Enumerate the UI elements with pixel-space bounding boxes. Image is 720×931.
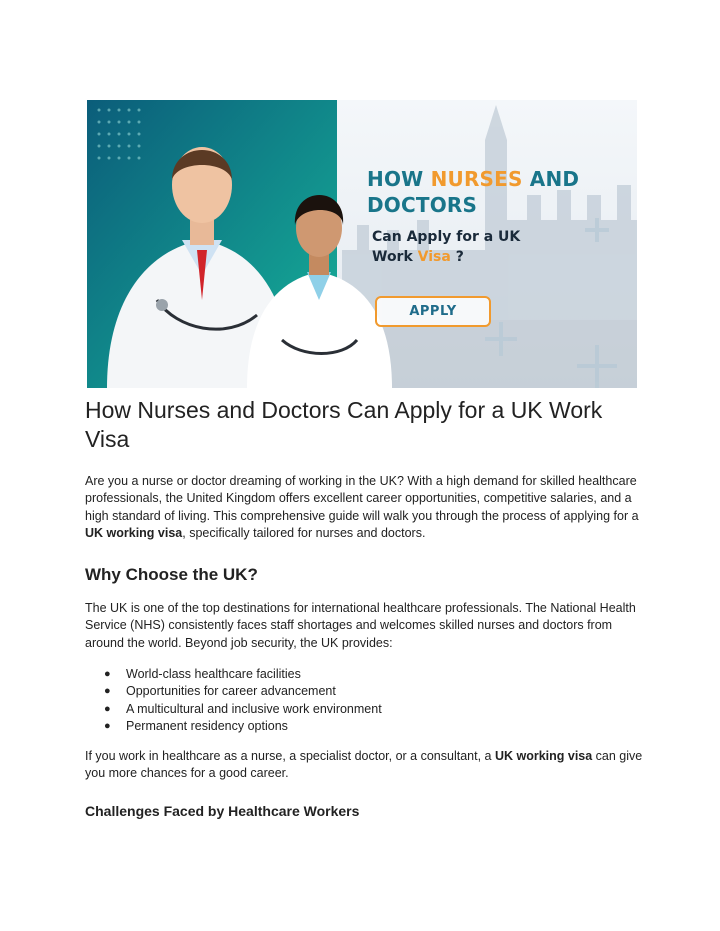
list-item: ● A multicultural and inclusive work environment [104, 701, 382, 716]
banner-subheading: Can Apply for a UK Work Visa ? [372, 229, 521, 265]
list-item: ● Opportunities for career advancement [104, 684, 336, 699]
page-title: How Nurses and Doctors Can Apply for a UK Work Visa [85, 397, 603, 452]
why-uk-paragraph: The UK is one of the top destinations for international healthcare professionals. The National Health Service (NHS) consistently faces staff shortages and welcomes skilled nurses and doctors from around the world. Beyond job security, the UK provides: [85, 601, 636, 650]
intro-paragraph: Are you a nurse or doctor dreaming of working in the UK? With a high demand for skilled healthcare professionals, the United Kingdom offers excellent career opportunities, competitive salaries, and a high standard of living. This comprehensive guide will walk you through the process of applying for a UK working visa, specifically tailored for nurses and doctors. [85, 474, 639, 540]
list-item: ● Permanent residency options [104, 718, 288, 733]
apply-button[interactable]: APPLY [375, 296, 491, 327]
banner-headline: HOW NURSES AND DOCTORS [367, 167, 580, 217]
section-heading-why-uk: Why Choose the UK? [85, 565, 258, 584]
section-heading-challenges: Challenges Faced by Healthcare Workers [85, 803, 360, 819]
benefits-list [104, 666, 382, 735]
hero-banner: GND HOW NURSES AND DOCTORS Can Apply for a UK Work Visa ? APPLY [87, 100, 637, 388]
closing-paragraph: If you work in healthcare as a nurse, a specialist doctor, or a consultant, a UK working visa can give you more chances for a good career. [85, 749, 643, 781]
list-item: ● World-class healthcare facilities [104, 667, 301, 681]
